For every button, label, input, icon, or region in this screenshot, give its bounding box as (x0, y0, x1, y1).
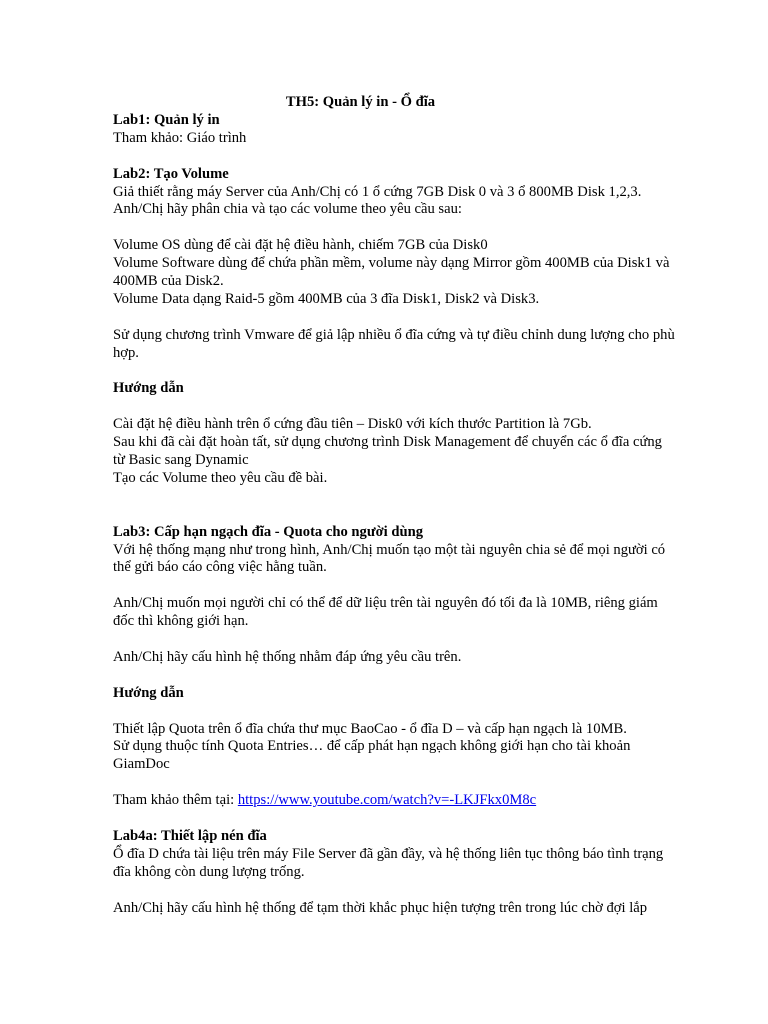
reference-label: Tham khảo thêm tại: (113, 792, 238, 809)
lab3-paragraph: Anh/Chị hãy cấu hình hệ thống nhằm đáp ứng yêu cầu trên. (113, 648, 462, 665)
lab2-guide-heading: Hướng dẫn (113, 380, 184, 397)
lab4a-heading: Lab4a: Thiết lập nén đĩa (113, 827, 267, 844)
lab4a-paragraph: Anh/Chị hãy cấu hình hệ thống để tạm thời khắc phục hiện tượng trên trong lúc chờ đợi lắp (113, 899, 648, 916)
lab3-heading: Lab3: Cấp hạn ngạch đĩa - Quota cho người dùng (113, 523, 424, 540)
lab3-paragraph: Với hệ thống mạng như trong hình, Anh/Chị muốn tạo một tài nguyên chia sẻ để mọi người có (113, 541, 666, 558)
lab2-volume-item: Volume Software dùng để chứa phần mềm, volume này dạng Mirror gồm 400MB của Disk1 và (113, 255, 670, 272)
lab3-guide-step: GiamDoc (113, 756, 170, 773)
lab4a-paragraph: đĩa không còn dung lượng trống. (113, 863, 305, 880)
lab2-guide-step: Tạo các Volume theo yêu cầu đề bài. (113, 469, 328, 486)
lab1-heading: Lab1: Quản lý in (113, 111, 220, 128)
lab2-paragraph: Anh/Chị hãy phân chia và tạo các volume theo yêu cầu sau: (113, 201, 462, 218)
lab1-reference: Tham khảo: Giáo trình (113, 129, 247, 146)
document-title: TH5: Quản lý in - Ổ đĩa (285, 94, 436, 110)
lab2-guide-step: Cài đặt hệ điều hành trên ổ cứng đầu tiên – Disk0 với kích thước Partition là 7Gb. (113, 416, 592, 433)
lab2-paragraph: Giả thiết rằng máy Server của Anh/Chị có 1 ổ cứng 7GB Disk 0 và 3 ổ 800MB Disk 1,2,3. (113, 183, 642, 200)
lab2-paragraph: hợp. (113, 344, 139, 361)
lab2-paragraph: Sử dụng chương trình Vmware để giả lập nhiều ổ đĩa cứng và tự điều chỉnh dung lượng cho phù (113, 326, 675, 343)
lab2-heading: Lab2: Tạo Volume (113, 165, 229, 182)
lab2-volume-item: Volume Data dạng Raid-5 gồm 400MB của 3 đĩa Disk1, Disk2 và Disk3. (113, 290, 540, 307)
lab3-paragraph: thể gửi báo cáo công việc hằng tuần. (113, 559, 327, 576)
lab3-guide-heading: Hướng dẫn (113, 684, 184, 701)
lab2-guide-step: Sau khi đã cài đặt hoàn tất, sử dụng chương trình Disk Management để chuyển các ổ đĩa cứng (113, 434, 662, 451)
lab2-volume-item: Volume OS dùng để cài đặt hệ điều hành, chiếm 7GB của Disk0 (113, 237, 488, 254)
lab2-volume-item: 400MB của Disk2. (113, 273, 224, 290)
lab3-guide-step: Thiết lập Quota trên ổ đĩa chứa thư mục BaoCao - ổ đĩa D – và cấp hạn ngạch là 10MB. (113, 720, 627, 737)
youtube-link[interactable]: https://www.youtube.com/watch?v=-LKJFkx0M8c (237, 792, 537, 809)
lab2-guide-step: từ Basic sang Dynamic (113, 452, 249, 469)
lab4a-paragraph: Ổ đĩa D chứa tài liệu trên máy File Server đã gần đầy, và hệ thống liên tục thông báo tình trạng (113, 845, 664, 862)
lab3-guide-step: Sử dụng thuộc tính Quota Entries… để cấp phát hạn ngạch không giới hạn cho tài khoản (113, 738, 631, 755)
lab3-reference (113, 792, 718, 810)
lab3-paragraph: đốc thì không giới hạn. (113, 613, 249, 630)
lab3-paragraph: Anh/Chị muốn mọi người chỉ có thể để dữ liệu trên tài nguyên đó tối đa là 10MB, riêng giám (113, 595, 658, 612)
